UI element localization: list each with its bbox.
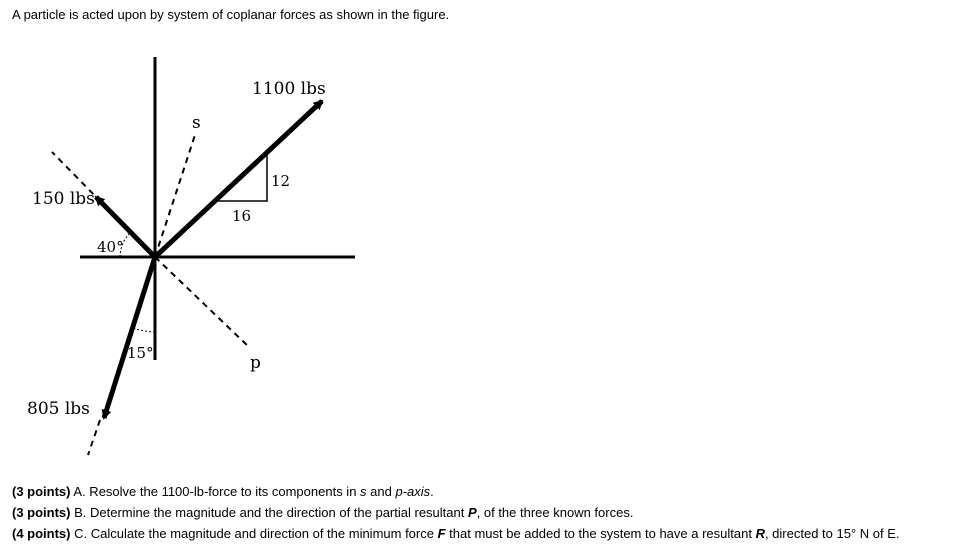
angle-15-label: 15° [127,344,154,362]
p-axis-label: p [250,353,261,373]
force-805-label: 805 lbs [27,399,90,419]
s-axis-label: s [192,113,201,133]
force-805-arrow [104,257,155,418]
s-axis-extension [88,420,100,455]
force-diagram [0,40,400,465]
angle-15-arc [133,328,155,332]
force-1100-label: 1100 lbs [252,79,326,99]
slope-rise-label: 12 [271,172,291,190]
p-axis-line [155,257,250,348]
question-b-points: (3 points) [12,505,71,520]
slope-run-label: 16 [232,207,252,225]
problem-intro: A particle is acted upon by system of coplanar forces as shown in the figure. [12,7,450,22]
angle-40-label: 40° [97,238,124,256]
question-a-points: (3 points) [12,484,71,499]
question-b: (3 points) B. Determine the magnitude and the direction of the partial resultant P, of the three known forces. [12,505,634,520]
question-c-points: (4 points) [12,526,71,541]
questions-list [12,481,900,544]
force-150-label: 150 lbs [32,189,95,209]
question-a: (3 points) A. Resolve the 1100-lb-force to its components in s and p-axis. [12,484,434,499]
question-c: (4 points) C. Calculate the magnitude and direction of the minimum force F that must be added to the system to have a resultant R, directed to 15° N of E. [12,526,900,541]
